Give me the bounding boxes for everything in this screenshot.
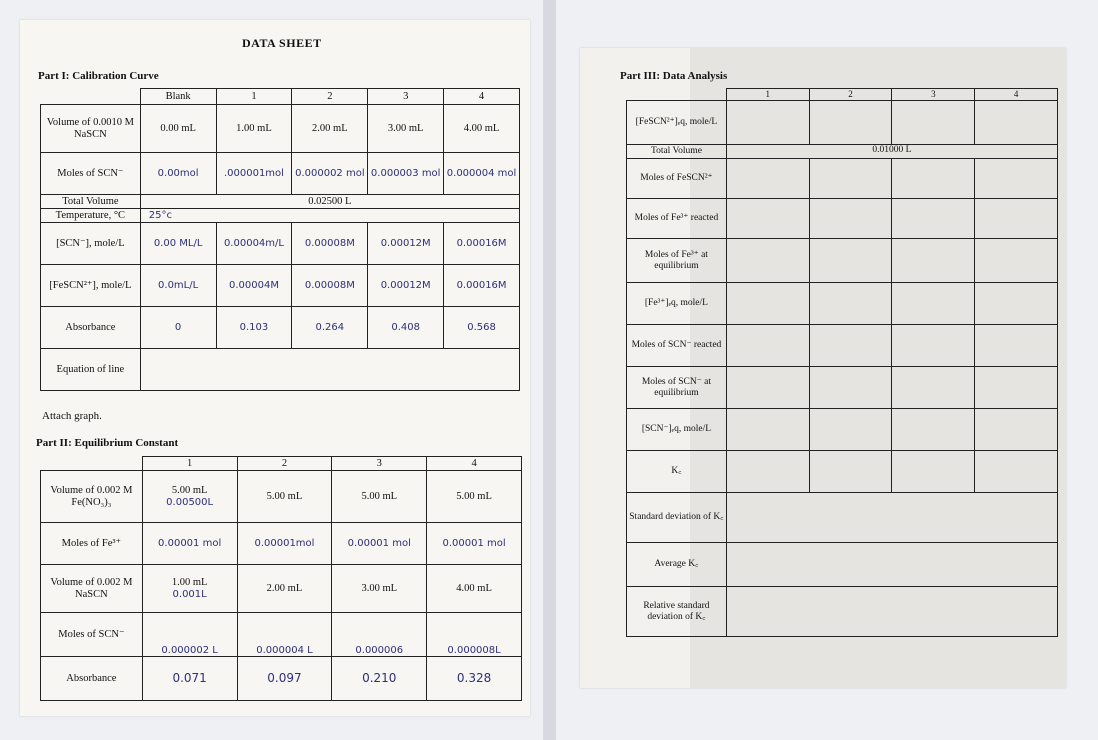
handwritten-cell: 0.000004 mol bbox=[444, 153, 520, 195]
handwritten-cell: 0.000006 bbox=[332, 613, 427, 657]
table-row bbox=[627, 587, 1058, 637]
cell bbox=[142, 565, 237, 613]
handwritten-cell: 0.568 bbox=[444, 307, 520, 349]
cell: 5.00 mL bbox=[332, 471, 427, 523]
total-volume-cell: 0.01000 L bbox=[726, 145, 1057, 159]
table-row bbox=[41, 613, 522, 657]
handwritten-cell: 0.00016M bbox=[444, 223, 520, 265]
row-label: Volume of 0.0010 M NaSCN bbox=[41, 105, 141, 153]
row-label: Moles of Fe³⁺ bbox=[41, 523, 143, 565]
total-volume-cell: 0.02500 L bbox=[140, 195, 519, 209]
cell bbox=[975, 409, 1058, 451]
table-row bbox=[41, 657, 522, 701]
row-label: Temperature, °C bbox=[41, 209, 141, 223]
handwritten-cell: 0.210 bbox=[332, 657, 427, 701]
handwritten-cell: 0.00001 mol bbox=[332, 523, 427, 565]
row-label: Moles of SCN⁻ reacted bbox=[627, 325, 727, 367]
handwritten-cell: 0.328 bbox=[427, 657, 522, 701]
header-cell: 1 bbox=[216, 89, 292, 105]
part3-heading: Part III: Data Analysis bbox=[620, 70, 728, 82]
cell bbox=[726, 493, 1057, 543]
table-row bbox=[41, 349, 520, 391]
cell: 2.00 mL bbox=[237, 565, 332, 613]
header-cell: 2 bbox=[292, 89, 368, 105]
cell bbox=[142, 471, 237, 523]
handwritten-cell: 0.00001 mol bbox=[427, 523, 522, 565]
temperature-cell: 25°c bbox=[140, 209, 519, 223]
row-label: [SCN⁻]ₑq, mole/L bbox=[627, 409, 727, 451]
row-label: Standard deviation of K꜀ bbox=[627, 493, 727, 543]
table-row bbox=[41, 105, 520, 153]
header-cell: 2 bbox=[809, 89, 892, 101]
cell bbox=[892, 409, 975, 451]
cell: 0.00 mL bbox=[140, 105, 216, 153]
part2-heading: Part II: Equilibrium Constant bbox=[36, 437, 179, 449]
table-row bbox=[627, 543, 1058, 587]
cell bbox=[726, 409, 809, 451]
header-cell: 3 bbox=[892, 89, 975, 101]
row-label: Moles of FeSCN²⁺ bbox=[627, 159, 727, 199]
table-row bbox=[41, 565, 522, 613]
handwritten-cell: 0.00008M bbox=[292, 223, 368, 265]
table-row bbox=[41, 471, 522, 523]
row-label: [FeSCN²⁺]ₑq, mole/L bbox=[627, 101, 727, 145]
header-cell bbox=[41, 457, 143, 471]
cell bbox=[726, 159, 809, 199]
row-label: [SCN⁻], mole/L bbox=[41, 223, 141, 265]
handwritten-cell: 0.071 bbox=[142, 657, 237, 701]
cell bbox=[809, 409, 892, 451]
cell bbox=[809, 283, 892, 325]
handwritten-cell: 0.00001 mol bbox=[142, 523, 237, 565]
page-title: DATA SHEET bbox=[242, 36, 322, 50]
handwritten-cell: 0.00004M bbox=[216, 265, 292, 307]
cell bbox=[809, 101, 892, 145]
cell bbox=[892, 101, 975, 145]
table-row bbox=[627, 159, 1058, 199]
table-row bbox=[627, 239, 1058, 283]
header-cell: Blank bbox=[140, 89, 216, 105]
handwritten-cell: 0.00mol bbox=[140, 153, 216, 195]
cell bbox=[892, 199, 975, 239]
header-cell: 1 bbox=[142, 457, 237, 471]
cell bbox=[726, 367, 809, 409]
table-row bbox=[627, 325, 1058, 367]
cell bbox=[726, 199, 809, 239]
cell bbox=[975, 325, 1058, 367]
table-row bbox=[41, 153, 520, 195]
cell bbox=[892, 283, 975, 325]
cell bbox=[975, 159, 1058, 199]
table-header-row bbox=[41, 457, 522, 471]
row-label: Average K꜀ bbox=[627, 543, 727, 587]
handwritten-note: 0.00500L bbox=[166, 496, 214, 508]
cell bbox=[975, 101, 1058, 145]
table-row bbox=[627, 283, 1058, 325]
part1-heading: Part I: Calibration Curve bbox=[38, 70, 159, 82]
table-row bbox=[627, 367, 1058, 409]
data-sheet-page-1 bbox=[20, 20, 530, 716]
table-row bbox=[41, 523, 522, 565]
row-label: Relative standard deviation of K꜀ bbox=[627, 587, 727, 637]
row-label: Moles of Fe³⁺ reacted bbox=[627, 199, 727, 239]
attach-graph-note: Attach graph. bbox=[42, 410, 102, 422]
table-header-row bbox=[41, 89, 520, 105]
data-sheet-page-2 bbox=[580, 48, 1066, 688]
table-row bbox=[627, 199, 1058, 239]
header-cell: 1 bbox=[726, 89, 809, 101]
cell bbox=[975, 451, 1058, 493]
cell: 4.00 mL bbox=[427, 565, 522, 613]
cell: 3.00 mL bbox=[368, 105, 444, 153]
table-row bbox=[627, 409, 1058, 451]
handwritten-cell: 0.00004m/L bbox=[216, 223, 292, 265]
table-row bbox=[41, 223, 520, 265]
cell bbox=[809, 239, 892, 283]
table-row bbox=[627, 493, 1058, 543]
cell bbox=[726, 325, 809, 367]
cell bbox=[726, 451, 809, 493]
row-label: Moles of Fe³⁺ at equilibrium bbox=[627, 239, 727, 283]
equation-cell bbox=[140, 349, 519, 391]
cell bbox=[726, 587, 1057, 637]
cell bbox=[809, 199, 892, 239]
cell bbox=[975, 239, 1058, 283]
handwritten-cell: 0.00016M bbox=[444, 265, 520, 307]
handwritten-cell: 0.000004 L bbox=[237, 613, 332, 657]
cell bbox=[726, 543, 1057, 587]
header-cell: 3 bbox=[368, 89, 444, 105]
handwritten-cell: 0.097 bbox=[237, 657, 332, 701]
header-cell bbox=[41, 89, 141, 105]
handwritten-cell: 0 bbox=[140, 307, 216, 349]
table-row bbox=[627, 451, 1058, 493]
row-label: Absorbance bbox=[41, 307, 141, 349]
handwritten-cell: 0.00001mol bbox=[237, 523, 332, 565]
table-header-row bbox=[627, 89, 1058, 101]
cell bbox=[975, 283, 1058, 325]
handwritten-cell: 0.00 ML/L bbox=[140, 223, 216, 265]
row-label: [Fe³⁺]ₑq, mole/L bbox=[627, 283, 727, 325]
row-label: K꜀ bbox=[627, 451, 727, 493]
cell bbox=[975, 367, 1058, 409]
table-row bbox=[41, 209, 520, 223]
data-analysis-table bbox=[626, 88, 1058, 637]
header-cell bbox=[627, 89, 727, 101]
cell bbox=[809, 325, 892, 367]
row-label: Volume of 0.002 M Fe(NO₃)₃ bbox=[41, 471, 143, 523]
handwritten-cell: 0.000002 L bbox=[142, 613, 237, 657]
cell bbox=[809, 451, 892, 493]
row-label: [FeSCN²⁺], mole/L bbox=[41, 265, 141, 307]
cell bbox=[892, 239, 975, 283]
calibration-table bbox=[40, 88, 520, 391]
cell-value: 1.00 mL bbox=[171, 577, 208, 589]
table-row bbox=[41, 195, 520, 209]
row-label: Equation of line bbox=[41, 349, 141, 391]
row-label: Total Volume bbox=[41, 195, 141, 209]
cell bbox=[726, 101, 809, 145]
table-row bbox=[627, 145, 1058, 159]
row-label: Total Volume bbox=[627, 145, 727, 159]
cell bbox=[809, 159, 892, 199]
row-label: Moles of SCN⁻ bbox=[41, 613, 143, 657]
handwritten-cell: 0.408 bbox=[368, 307, 444, 349]
cell: 2.00 mL bbox=[292, 105, 368, 153]
handwritten-cell: 0.00012M bbox=[368, 223, 444, 265]
handwritten-cell: 0.00008M bbox=[292, 265, 368, 307]
header-cell: 2 bbox=[237, 457, 332, 471]
handwritten-cell: 0.000008L bbox=[427, 613, 522, 657]
handwritten-cell: 0.0mL/L bbox=[140, 265, 216, 307]
cell bbox=[809, 367, 892, 409]
row-label: Moles of SCN⁻ bbox=[41, 153, 141, 195]
table-row bbox=[41, 265, 520, 307]
header-cell: 3 bbox=[332, 457, 427, 471]
handwritten-cell: 0.000003 mol bbox=[368, 153, 444, 195]
cell: 3.00 mL bbox=[332, 565, 427, 613]
equilibrium-table bbox=[40, 456, 522, 701]
cell bbox=[892, 159, 975, 199]
row-label: Absorbance bbox=[41, 657, 143, 701]
row-label: Volume of 0.002 M NaSCN bbox=[41, 565, 143, 613]
table-row bbox=[627, 101, 1058, 145]
cell bbox=[726, 239, 809, 283]
header-cell: 4 bbox=[427, 457, 522, 471]
cell bbox=[892, 325, 975, 367]
handwritten-cell: 0.000002 mol bbox=[292, 153, 368, 195]
cell: 1.00 mL bbox=[216, 105, 292, 153]
cell-value: 5.00 mL bbox=[171, 485, 208, 497]
table-row bbox=[41, 307, 520, 349]
cell: 5.00 mL bbox=[427, 471, 522, 523]
handwritten-cell: 0.264 bbox=[292, 307, 368, 349]
handwritten-cell: 0.103 bbox=[216, 307, 292, 349]
cell bbox=[975, 199, 1058, 239]
cell bbox=[892, 451, 975, 493]
cell bbox=[892, 367, 975, 409]
header-cell: 4 bbox=[444, 89, 520, 105]
cell: 5.00 mL bbox=[237, 471, 332, 523]
header-cell: 4 bbox=[975, 89, 1058, 101]
cell: 4.00 mL bbox=[444, 105, 520, 153]
page-divider bbox=[543, 0, 556, 740]
handwritten-cell: 0.00012M bbox=[368, 265, 444, 307]
handwritten-cell: .000001mol bbox=[216, 153, 292, 195]
cell bbox=[726, 283, 809, 325]
row-label: Moles of SCN⁻ at equilibrium bbox=[627, 367, 727, 409]
handwritten-note: 0.001L bbox=[172, 588, 207, 600]
